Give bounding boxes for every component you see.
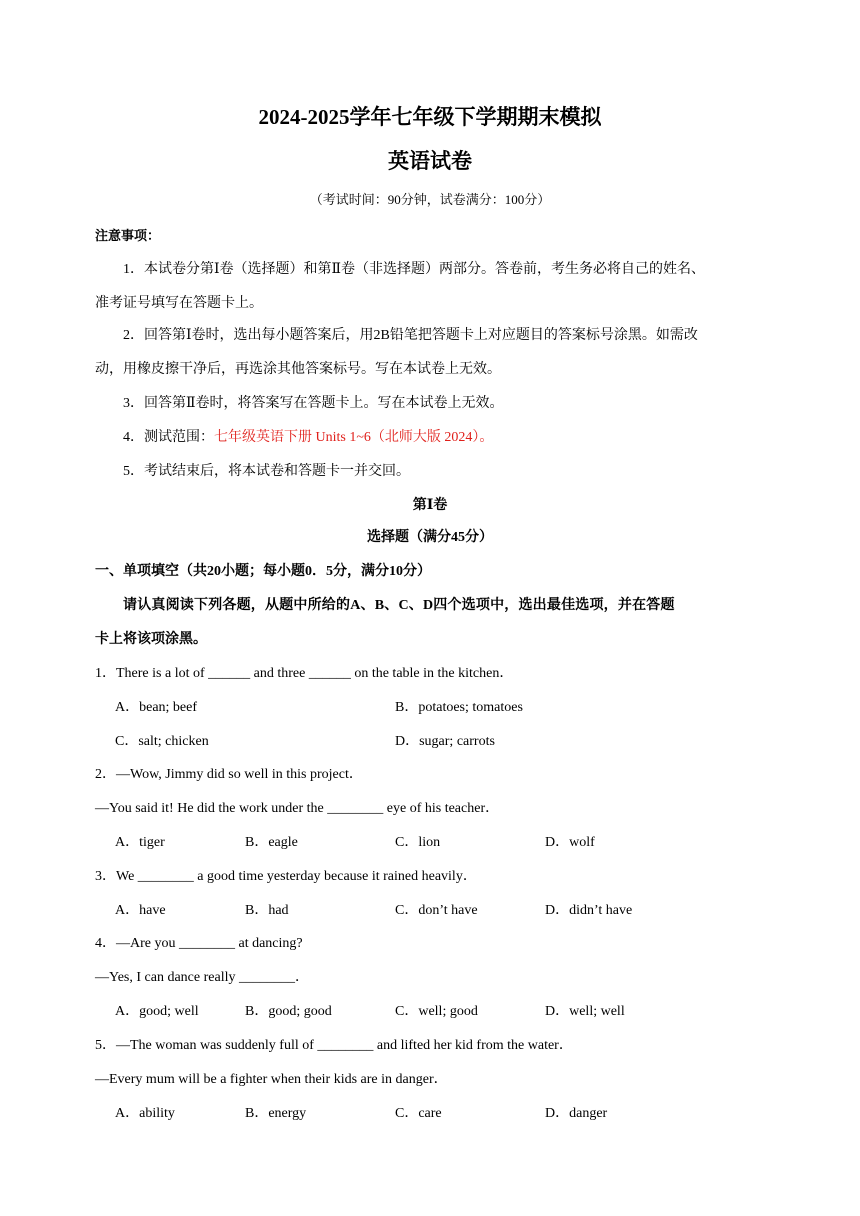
note-item-3: 3．回答第Ⅱ卷时，将答案写在答题卡上。写在本试卷上无效。 [123, 396, 504, 411]
note-item-2: 2．回答第Ⅰ卷时，选出每小题答案后，用2B铅笔把答题卡上对应题目的答案标号涂黑。如需改 [123, 328, 698, 343]
question-1-option-b: B．potatoes; tomatoes [395, 700, 523, 715]
question-3-stem: 3．We ________ a good time yesterday because it rained heavily． [95, 869, 477, 884]
question-1-option-c: C．salt; chicken [115, 734, 209, 749]
question-5-option-a: A．ability [115, 1106, 175, 1121]
note-item-1-cont: 准考证号填写在答题卡上。 [95, 296, 263, 311]
question-2-option-c: C．lion [395, 835, 441, 850]
question-2-stem: 2．—Wow, Jimmy did so well in this project． [95, 767, 363, 782]
question-1-option-a: A．bean; beef [115, 700, 198, 715]
note-item-4 [123, 428, 493, 448]
volume-label: 第Ⅰ卷 [412, 498, 448, 513]
question-3-option-c: C．don’t have [395, 903, 478, 918]
note-item-5: 5．考试结束后，将本试卷和答题卡一并交回。 [123, 464, 410, 479]
note-item-1: 1．本试卷分第Ⅰ卷（选择题）和第Ⅱ卷（非选择题）两部分。答卷前，考生务必将自己的姓名、 [123, 262, 706, 277]
question-2-option-d: D．wolf [545, 835, 595, 850]
question-2-option-a: A．tiger [115, 835, 165, 850]
notes-heading: 注意事项： [95, 228, 161, 243]
question-4-option-c: C．well; good [395, 1004, 478, 1019]
test-scope: 七年级英语下册 Units 1~6（北师大版 2024）。 [214, 430, 494, 445]
question-1-option-d: D．sugar; carrots [395, 734, 495, 749]
exam-info: （考试时间：90分钟，试卷满分：100分） [309, 192, 551, 207]
question-4-option-a: A．good; well [115, 1004, 199, 1019]
note-item-2-cont: 动，用橡皮擦干净后，再选涂其他答案标号。写在本试卷上无效。 [95, 362, 501, 377]
question-2-option-b: B．eagle [245, 835, 298, 850]
question-5-option-c: C．care [395, 1106, 442, 1121]
part-heading: 一、单项填空（共20小题；每小题0．5分，满分10分） [95, 564, 431, 579]
question-4-option-d: D．well; well [545, 1004, 625, 1019]
question-3-option-b: B．had [245, 903, 289, 918]
instruction-line-1: 请认真阅读下列各题，从题中所给的A、B、C、D四个选项中，选出最佳选项，并在答题 [123, 598, 675, 613]
section-label: 选择题（满分45分） [367, 530, 493, 545]
question-1-stem: 1．There is a lot of ______ and three ______ on the table in the kitchen． [95, 666, 514, 681]
exam-title: 2024-2025学年七年级下学期期末模拟 [258, 105, 602, 129]
note-item-4-prefix: 4．测试范围： [123, 430, 214, 445]
question-3-option-d: D．didn’t have [545, 903, 633, 918]
exam-subject: 英语试卷 [388, 149, 472, 173]
question-3-option-a: A．have [115, 903, 166, 918]
question-5-option-d: D．danger [545, 1106, 608, 1121]
question-5-stem-2: —Every mum will be a fighter when their kids are in danger． [95, 1072, 448, 1087]
question-5-option-b: B．energy [245, 1106, 307, 1121]
question-2-stem-2: —You said it! He did the work under the ________ eye of his teacher． [95, 801, 500, 816]
instruction-line-2: 卡上将该项涂黑。 [95, 632, 207, 647]
question-4-stem: 4．—Are you ________ at dancing? [95, 936, 303, 951]
question-4-stem-2: —Yes, I can dance really ________． [95, 970, 309, 985]
question-5-stem: 5．—The woman was suddenly full of ________ and lifted her kid from the water． [95, 1038, 573, 1053]
question-4-option-b: B．good; good [245, 1004, 332, 1019]
